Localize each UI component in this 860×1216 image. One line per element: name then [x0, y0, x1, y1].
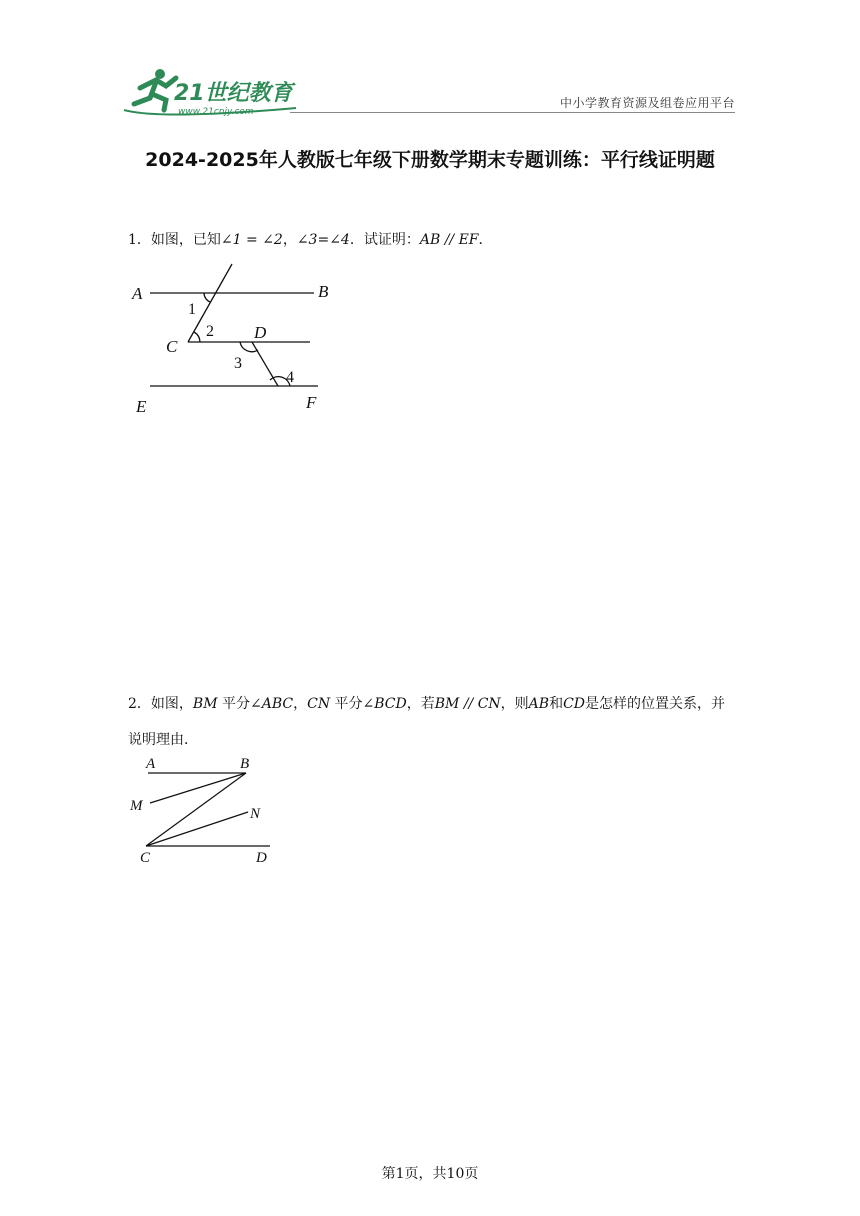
line-bm [150, 773, 246, 803]
label-d: D [254, 323, 267, 342]
q2-text: ，则 [500, 696, 529, 712]
q1-text-b: ．试证明： [349, 232, 420, 248]
q1-condition-2: ∠3=∠4 [296, 232, 350, 248]
q2-text: 如图， [150, 696, 193, 712]
line-cn [146, 812, 248, 846]
q2-text: ， [293, 696, 308, 712]
q1-text: 如图，已知 [150, 232, 221, 248]
label-d: D [256, 850, 267, 866]
question-2 [128, 686, 738, 758]
angle-3: 3 [234, 355, 242, 372]
q1-end: ． [478, 232, 493, 248]
q2-cn: CN [307, 696, 331, 712]
q2-ab: AB [528, 696, 550, 712]
label-a: A [146, 756, 156, 772]
label-f: F [306, 393, 317, 412]
q2-text: 是怎样的位置关系，并说明理由． [128, 696, 726, 748]
q2-figure [128, 752, 278, 868]
q2-cd: CD [563, 696, 586, 712]
question-number: 1． [128, 232, 151, 248]
label-e: E [136, 397, 147, 416]
arc-1 [204, 293, 210, 302]
label-m: M [130, 798, 143, 814]
label-c: C [166, 337, 178, 356]
q2-bm: BM [192, 696, 218, 712]
q2-text: ，若 [406, 696, 435, 712]
logo-text: 21世纪教育 [174, 81, 293, 106]
logo-url: www.21cnjy.com [178, 107, 254, 117]
header-rule [290, 112, 735, 113]
q2-text: 平分 [330, 696, 363, 712]
arc-2 [194, 332, 200, 342]
q1-condition-1: ∠1 = ∠2 [220, 232, 283, 248]
angle-2: 2 [206, 323, 214, 340]
q1-goal: AB // EF [419, 232, 479, 248]
platform-name: 中小学教育资源及组卷应用平台 [559, 96, 735, 110]
angle-4: 4 [286, 369, 294, 386]
page-header [120, 64, 735, 118]
label-b: B [240, 756, 250, 772]
line-bc [146, 773, 246, 846]
site-logo [120, 64, 300, 118]
q2-angle-abc: ∠ABC [250, 696, 294, 712]
question-1 [128, 222, 738, 258]
label-a: A [132, 284, 143, 303]
q2-text: 平分 [217, 696, 250, 712]
angle-1: 1 [188, 301, 196, 318]
transversal-2 [252, 342, 278, 386]
q2-text: 和 [549, 696, 564, 712]
label-c: C [140, 850, 151, 866]
q1-figure [128, 258, 348, 420]
page-footer: 第1页，共10页 [381, 1166, 479, 1182]
q2-angle-bcd: ∠BCD [362, 696, 407, 712]
q1-sep: ， [282, 232, 297, 248]
label-b: B [318, 282, 329, 301]
q2-parallel: BM // CN [434, 696, 501, 712]
question-number: 2． [128, 696, 151, 712]
page-title: 2024-2025年人教版七年级下册数学期末专题训练：平行线证明题 [145, 149, 715, 171]
label-n: N [250, 806, 261, 822]
